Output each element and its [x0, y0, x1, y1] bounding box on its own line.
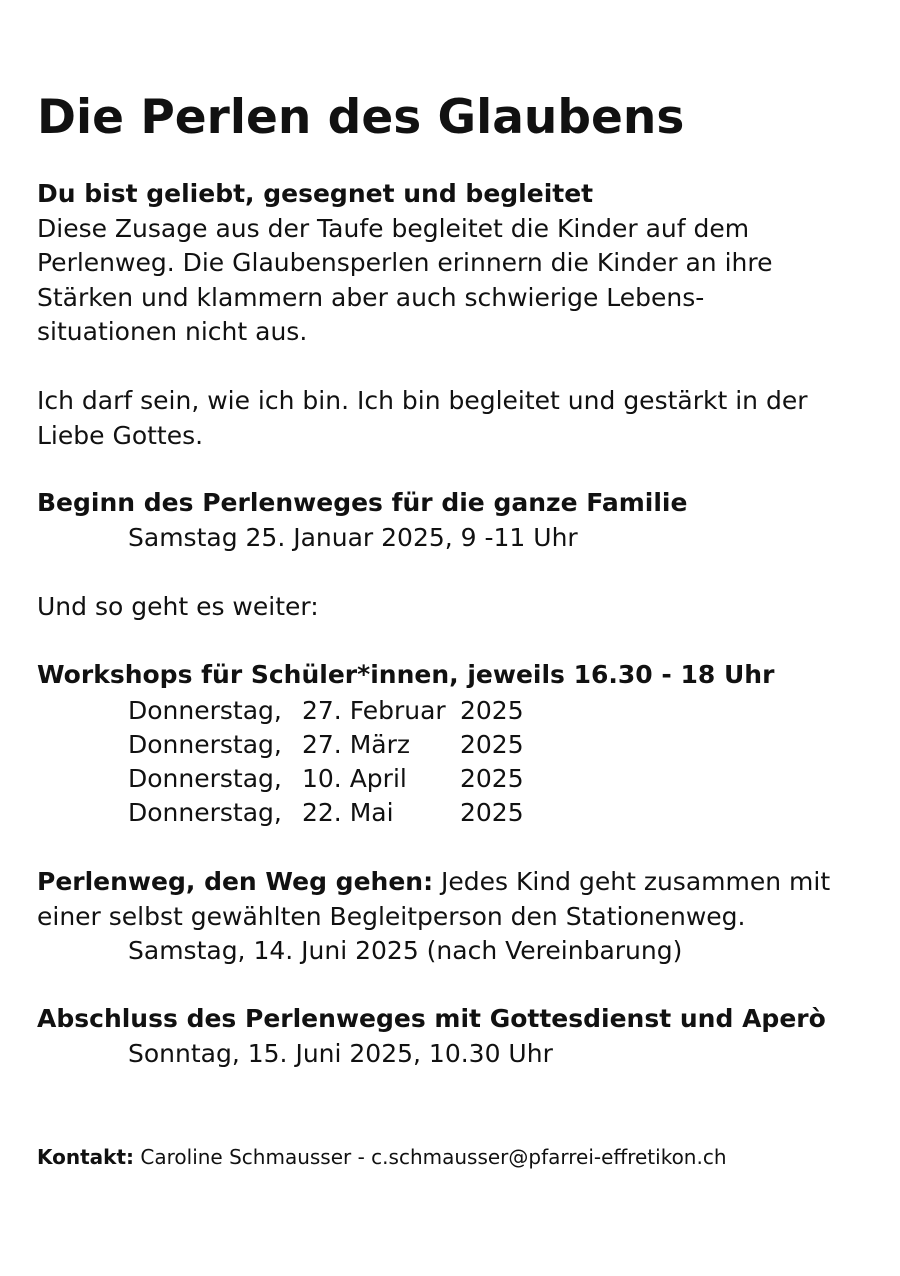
workshop-day: 27. Februar — [302, 696, 446, 725]
closing-heading: Abschluss des Perlenweges mit Gottesdienst und Aperò — [37, 1004, 826, 1033]
beginning-heading: Beginn des Perlenweges für die ganze Familie — [37, 488, 688, 517]
workshop-year: 2025 — [460, 730, 524, 759]
path-section — [37, 865, 830, 969]
path-line-1-rest: Jedes Kind geht zusammen mit — [433, 867, 831, 896]
workshop-weekday: Donnerstag, — [128, 764, 282, 793]
intro-line: Stärken und klammern aber auch schwierige Lebens- — [37, 282, 705, 312]
workshop-date-row — [128, 728, 524, 762]
continuation-text: Und so geht es weiter: — [37, 592, 319, 621]
path-date: Samstag, 14. Juni 2025 (nach Vereinbarung) — [128, 936, 683, 965]
page-title: Die Perlen des Glaubens — [37, 90, 685, 145]
workshops-heading-label: Workshops für Schüler*innen, jeweils 16.30 - 18 Uhr — [37, 660, 775, 689]
workshop-day: 22. Mai — [302, 798, 394, 827]
workshop-date-row — [128, 694, 524, 728]
contact-label: Kontakt: — [37, 1145, 135, 1169]
workshops-heading — [37, 658, 774, 693]
intro-section — [37, 177, 773, 350]
contact-text: Caroline Schmausser - c.schmausser@pfarrei-effretikon.ch — [134, 1145, 727, 1169]
workshop-date-row — [128, 762, 524, 796]
path-line-2: einer selbst gewählten Begleitperson den Stationenweg. — [37, 901, 746, 931]
path-line-1 — [37, 865, 830, 900]
closing-date: Sonntag, 15. Juni 2025, 10.30 Uhr — [128, 1038, 553, 1068]
affirmation-line: Liebe Gottes. — [37, 420, 204, 450]
workshop-year: 2025 — [460, 696, 524, 725]
intro-line: situationen nicht aus. — [37, 317, 308, 346]
workshop-dates-table — [128, 694, 524, 830]
workshop-day: 27. März — [302, 730, 410, 759]
workshop-year: 2025 — [460, 764, 524, 793]
affirmation-line: Ich darf sein, wie ich bin. Ich bin begleitet und gestärkt in der — [37, 386, 808, 415]
workshop-weekday: Donnerstag, — [128, 730, 282, 759]
affirmation-section — [37, 384, 807, 453]
workshop-weekday: Donnerstag, — [128, 798, 282, 827]
beginning-section — [37, 486, 687, 555]
workshop-day: 10. April — [302, 764, 407, 793]
intro-line: Perlenweg. Die Glaubensperlen erinnern die Kinder an ihre — [37, 248, 773, 277]
beginning-date: Samstag 25. Januar 2025, 9 -11 Uhr — [128, 522, 578, 552]
contact-line — [37, 1143, 727, 1171]
closing-section — [37, 1002, 826, 1071]
path-heading: Perlenweg, den Weg gehen: — [37, 867, 434, 896]
intro-heading: Du bist geliebt, gesegnet und begleitet — [37, 179, 594, 208]
workshop-date-row — [128, 796, 524, 830]
intro-line: Diese Zusage aus der Taufe begleitet die Kinder auf dem — [37, 213, 750, 243]
workshop-weekday: Donnerstag, — [128, 696, 282, 725]
workshop-year: 2025 — [460, 798, 524, 827]
